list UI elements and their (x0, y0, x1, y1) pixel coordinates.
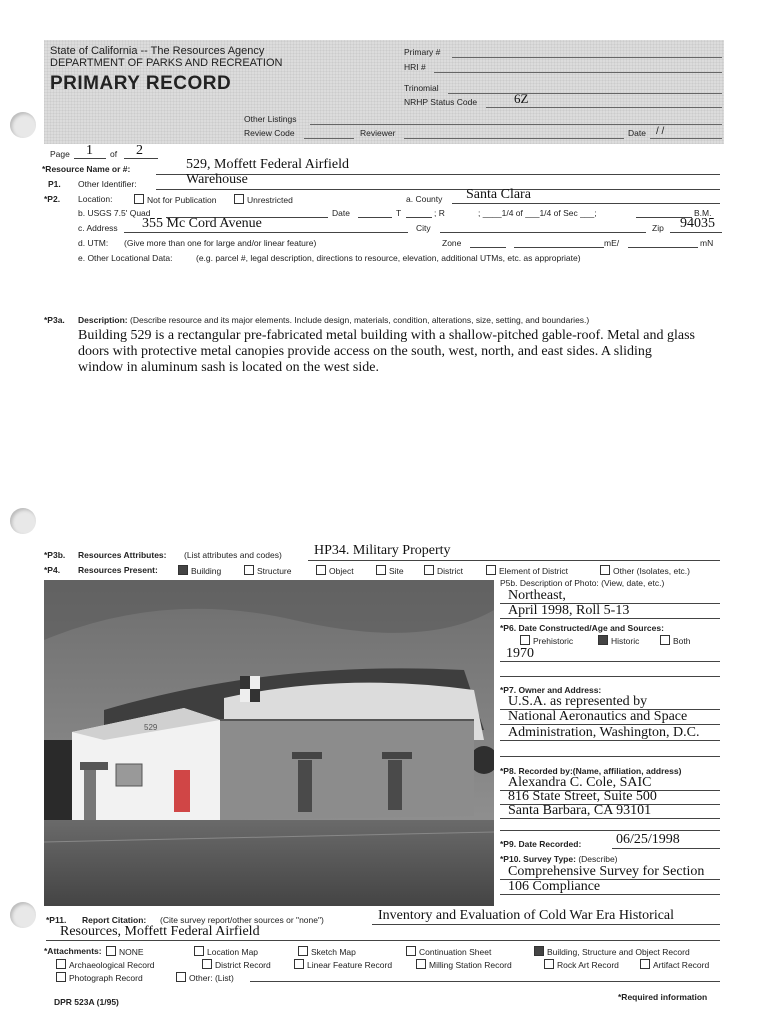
p11-label: *P11. (46, 915, 67, 925)
attach-archaeological-checkbox[interactable]: Archaeological Record (56, 959, 155, 970)
attach-none-checkbox[interactable]: NONE (106, 946, 144, 957)
p2-location: Location: (78, 194, 113, 204)
building-checkbox[interactable]: Building (178, 565, 221, 576)
attach-sketch-map-checkbox[interactable]: Sketch Map (298, 946, 356, 957)
mn-label: mN (700, 238, 714, 248)
p5b-line-1: Northeast, (508, 588, 566, 603)
r-label: ; R (434, 208, 445, 218)
resource-photo (44, 580, 494, 906)
attach-other-checkbox[interactable]: Other: (List) (176, 972, 234, 983)
p1-value: Warehouse (186, 172, 248, 187)
p10-label: *P10. Survey Type: (Describe) (500, 854, 618, 864)
attach-building-record-checkbox[interactable]: Building, Structure and Object Record (534, 946, 690, 957)
utm-note: (Give more than one for large and/or linear feature) (124, 238, 317, 248)
both-checkbox[interactable]: Both (660, 635, 691, 646)
owner-line-2: National Aeronautics and Space (508, 709, 688, 724)
required-info-note: *Required information (618, 992, 708, 1002)
quarter-label: ; ____1/4 of ___1/4 of Sec ___; (478, 208, 597, 218)
agency-line-2: DEPARTMENT OF PARKS AND RECREATION (50, 57, 283, 69)
resource-name-label: *Resource Name or #: (42, 164, 131, 174)
other-isolates-checkbox[interactable]: Other (Isolates, etc.) (600, 565, 690, 576)
p7-label: *P7. Owner and Address: (500, 685, 602, 695)
not-for-pub-checkbox[interactable]: Not for Publication (134, 194, 216, 205)
p3b-text: Resources Attributes: (78, 550, 167, 560)
p11-text: Report Citation: (82, 915, 147, 925)
reviewer-label: Reviewer (360, 128, 396, 138)
citation-line-1: Inventory and Evaluation of Cold War Era Historical (378, 908, 675, 923)
address-label: c. Address (78, 223, 118, 233)
attach-artifact-record-checkbox[interactable]: Artifact Record (640, 959, 709, 970)
address-value: 355 Mc Cord Avenue (142, 216, 262, 231)
date-value: / / (656, 126, 665, 137)
building-sign-text: 529 (144, 723, 158, 732)
p3a-text: Description: (78, 315, 128, 325)
p4-text: Resources Present: (78, 565, 158, 575)
attach-milling-station-checkbox[interactable]: Milling Station Record (416, 959, 512, 970)
recorder-line-2: 816 State Street, Suite 500 (508, 789, 657, 804)
usgs-label: b. USGS 7.5' Quad (78, 208, 151, 218)
p6-label: *P6. Date Constructed/Age and Sources: (500, 623, 664, 633)
historic-checkbox[interactable]: Historic (598, 635, 639, 646)
attachments-label: *Attachments: (44, 946, 102, 956)
attach-rock-art-checkbox[interactable]: Rock Art Record (544, 959, 619, 970)
trinomial-label: Trinomial (404, 83, 439, 93)
p1-text: Other Identifier: (78, 179, 137, 189)
p3a-label: *P3a. (44, 315, 65, 325)
district-checkbox[interactable]: District (424, 565, 463, 576)
attach-photograph-record-checkbox[interactable]: Photograph Record (56, 972, 143, 983)
owner-line-3: Administration, Washington, D.C. (508, 725, 700, 740)
agency-line-1: State of California -- The Resources Agency (50, 45, 265, 57)
bm-label: B.M. (694, 208, 712, 218)
county-label: a. County (406, 194, 443, 204)
site-checkbox[interactable]: Site (376, 565, 404, 576)
page-title: PRIMARY RECORD (50, 73, 232, 94)
county-value: Santa Clara (466, 187, 531, 202)
p9-value: 06/25/1998 (616, 832, 680, 847)
p5b-label: P5b. Description of Photo: (View, date, etc.) (500, 578, 665, 588)
element-of-district-checkbox[interactable]: Element of District (486, 565, 568, 576)
punch-hole (10, 112, 36, 138)
zone-label: Zone (442, 238, 462, 248)
page-total: 2 (136, 143, 143, 158)
me-label: mE/ (604, 238, 620, 248)
punch-hole (10, 508, 36, 534)
p6-value: 1970 (506, 646, 534, 661)
p3b-value: HP34. Military Property (314, 543, 451, 558)
description-line-3: window in aluminum sash is located on the west side. (78, 360, 379, 375)
structure-checkbox[interactable]: Structure (244, 565, 292, 576)
page-of-label: of (110, 149, 118, 159)
utm-label: d. UTM: (78, 238, 109, 248)
nrhp-label: NRHP Status Code (404, 97, 478, 107)
attach-linear-feature-checkbox[interactable]: Linear Feature Record (294, 959, 392, 970)
recorder-line-1: Alexandra C. Cole, SAIC (508, 775, 652, 790)
survey-type-line-1: Comprehensive Survey for Section (508, 864, 705, 879)
t-label: T (396, 208, 402, 218)
date-label: Date (628, 128, 646, 138)
header-block (44, 40, 724, 144)
p1-label: P1. (48, 179, 61, 189)
attach-continuation-sheet-checkbox[interactable]: Continuation Sheet (406, 946, 491, 957)
p2-label: *P2. (44, 194, 61, 204)
attach-location-map-checkbox[interactable]: Location Map (194, 946, 258, 957)
other-listings-label: Other Listings (244, 114, 297, 124)
survey-type-line-2: 106 Compliance (508, 879, 601, 894)
p5b-line-2: April 1998, Roll 5-13 (508, 603, 630, 618)
form-number: DPR 523A (1/95) (54, 997, 119, 1007)
building-photo-image (44, 580, 494, 906)
p11-note: (Cite survey report/other sources or "none") (160, 915, 324, 925)
prehistoric-checkbox[interactable]: Prehistoric (520, 635, 573, 646)
usgs-date-label: Date (332, 208, 350, 218)
hri-label: HRI # (404, 62, 426, 72)
p3a-note: (Describe resource and its major elements. Include design, materials, condition, alterations, size, setting, and boundaries.) (130, 315, 590, 325)
page-label: Page (50, 149, 70, 159)
p3b-label: *P3b. (44, 550, 66, 560)
p4-label: *P4. (44, 565, 61, 575)
p9-label: *P9. Date Recorded: (500, 839, 582, 849)
zip-value: 94035 (680, 216, 715, 231)
other-loc-note: (e.g. parcel #, legal description, directions to resource, elevation, additional UTMs, etc. as appropriate) (196, 253, 581, 263)
nrhp-value: 6Z (514, 91, 529, 106)
unrestricted-checkbox[interactable]: Unrestricted (234, 194, 293, 205)
review-code-label: Review Code (244, 128, 295, 138)
city-label: City (416, 223, 431, 233)
page-number: 1 (86, 143, 93, 158)
owner-line-1: U.S.A. as represented by (508, 694, 648, 709)
punch-hole (10, 902, 36, 928)
object-checkbox[interactable]: Object (316, 565, 354, 576)
primary-label: Primary # (404, 47, 441, 57)
recorder-line-3: Santa Barbara, CA 93101 (508, 803, 652, 818)
p8-label: *P8. Recorded by:(Name, affiliation, address) (500, 766, 682, 776)
description-line-2: doors with protective metal canopies provide access on the south, west, north, and east sides. A sliding (78, 344, 652, 359)
description-line-1: Building 529 is a rectangular pre-fabricated metal building with a shallow-pitched gable-roof. Metal and glass (78, 328, 695, 343)
p3b-note: (List attributes and codes) (184, 550, 282, 560)
attach-district-record-checkbox[interactable]: District Record (202, 959, 271, 970)
resource-name-value: 529, Moffett Federal Airfield (186, 157, 350, 172)
other-loc-label: e. Other Locational Data: (78, 253, 173, 263)
zip-label: Zip (652, 223, 664, 233)
citation-line-2: Resources, Moffett Federal Airfield (60, 924, 260, 939)
